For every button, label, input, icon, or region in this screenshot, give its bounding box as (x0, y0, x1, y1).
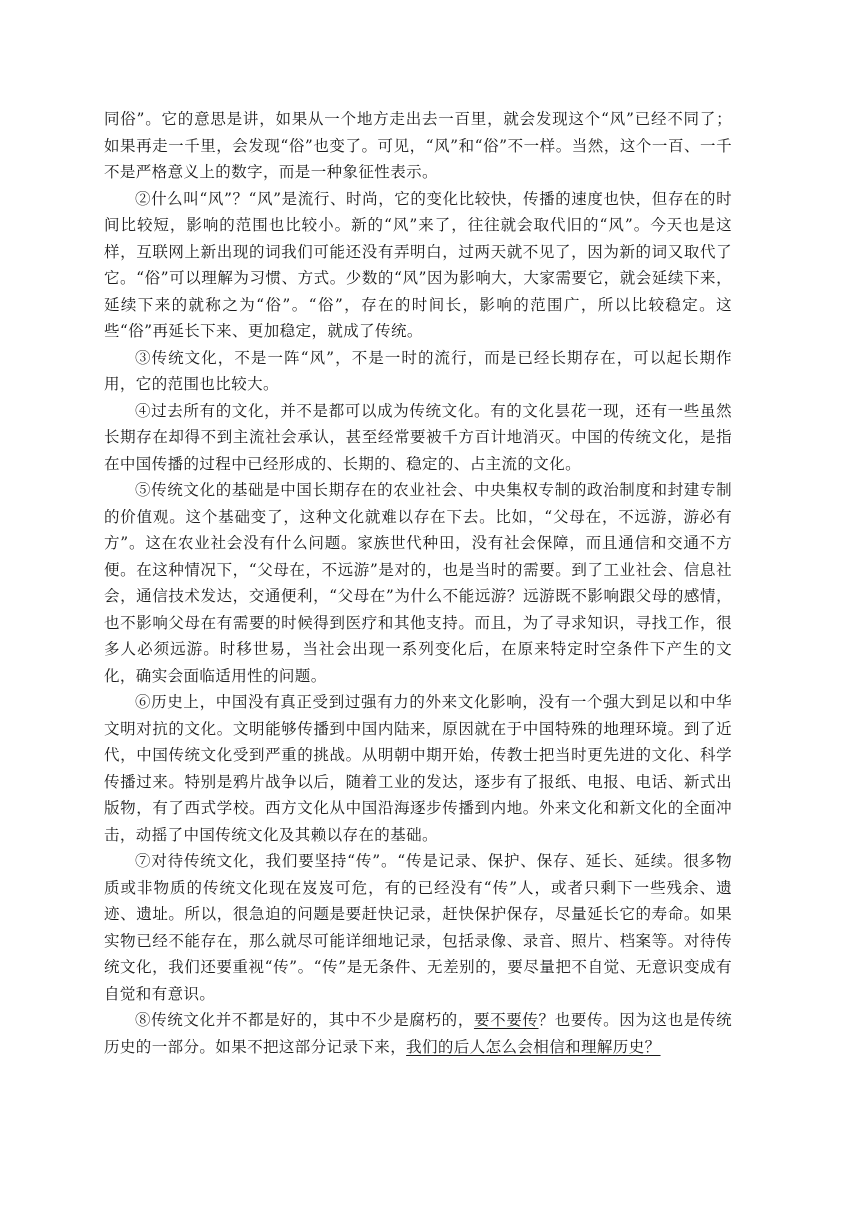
paragraph-intro (104, 106, 732, 186)
paragraph-3 (104, 345, 732, 398)
paragraph-2 (104, 186, 732, 345)
paragraph-5-text: ⑤传统文化的基础是中国长期存在的农业社会、中央集权专制的政治制度和封建专制的价值观。这个基础变了，这种文化就难以存在下去。比如，“父母在，不远游，游必有方”。这在农业社会没有什么问题。家族世代种田，没有社会保障，而且通信和交通不方便。在这种情况下，“父母在，不远游”是对的，也是当时的需要。到了工业社会、信息社会，通信技术发达，交通便利，“父母在”为什么不能远游？远游既不影响跟父母的感情，也不影响父母在有需要的时候得到医疗和其他支持。而且，为了寻求知识，寻找工作，很多人必须远游。时移世易，当社会出现一系列变化后，在原来特定时空条件下产生的文化，确实会面临适用性的问题。 (104, 481, 732, 685)
paragraph-6-text: ⑥历史上，中国没有真正受到过强有力的外来文化影响，没有一个强大到足以和中华文明对抗的文化。文明能够传播到中国内陆来，原因就在于中国特殊的地理环境。到了近代，中国传统文化受到严重的挑战。从明朝中期开始，传教士把当时更先进的文化、科学传播过来。特别是鸦片战争以后，随着工业的发达，逐步有了报纸、电报、电话、新式出版物，有了西式学校。西方文化从中国沿海逐步传播到内地。外来文化和新文化的全面冲击，动摇了中国传统文化及其赖以存在的基础。 (104, 693, 732, 844)
paragraph-4-text: ④过去所有的文化，并不是都可以成为传统文化。有的文化昙花一现，还有一些虽然长期存在却得不到主流社会承认，甚至经常要被千方百计地消灭。中国的传统文化，是指在中国传播的过程中已经形成的、长期的、稳定的、占主流的文化。 (104, 401, 732, 473)
paragraph-8-text-b: ？也要传。因为这也是传统历史的一部分。如果不把这部分记录下来， (104, 1011, 732, 1056)
document-page (104, 106, 732, 1060)
paragraph-7-text: ⑦对待传统文化，我们要坚持“传”。“传是记录、保护、保存、延长、延续。很多物质或非物质的传统文化现在岌岌可危，有的已经没有“传”人，或者只剩下一些残余、遗迹、遗址。所以，很急迫的问题是要赶快记录，赶快保护保存，尽量延长它的寿命。如果实物已经不能存在，那么就尽可能详细地记录，包括录像、录音、照片、档案等。对待传统文化，我们还要重视“传”。“传”是无条件、无差别的，要尽量把不自觉、无意识变成有自觉和有意识。 (104, 852, 732, 1003)
paragraph-7 (104, 848, 732, 1007)
underlined-phrase-1: 要不要传 (473, 1011, 539, 1029)
paragraph-5 (104, 477, 732, 689)
paragraph-intro-text: 同俗”。它的意思是讲，如果从一个地方走出去一百里，就会发现这个“风”已经不同了；如果再走一千里，会发现“俗”也变了。可见，“风”和“俗”不一样。当然，这个一百、一千不是严格意义上的数字，而是一种象征性表示。 (104, 110, 732, 181)
paragraph-8 (104, 1007, 732, 1060)
underlined-phrase-2: 我们的后人怎么会相信和理解历史？ (406, 1037, 661, 1056)
paragraph-4 (104, 398, 732, 478)
paragraph-6 (104, 689, 732, 848)
paragraph-3-text: ③传统文化，不是一阵“风”，不是一时的流行，而是已经长期存在，可以起长期作用，它的范围也比较大。 (104, 348, 732, 393)
paragraph-8-text-a: ⑧传统文化并不都是好的，其中不少是腐朽的， (135, 1011, 474, 1029)
paragraph-2-text: ②什么叫“风”？“风”是流行、时尚，它的变化比较快，传播的速度也快，但存在的时间比较短，影响的范围也比较小。新的“风”来了，往往就会取代旧的“风”。今天也是这样，互联网上新出现的词我们可能还没有弄明白，过两天就不见了，因为新的词又取代了它。“俗”可以理解为习惯、方式。少数的“风”因为影响大，大家需要它，就会延续下来，延续下来的就称之为“俗”。“俗”，存在的时间长，影响的范围广，所以比较稳定。这些“俗”再延长下来、更加稳定，就成了传统。 (104, 189, 732, 340)
